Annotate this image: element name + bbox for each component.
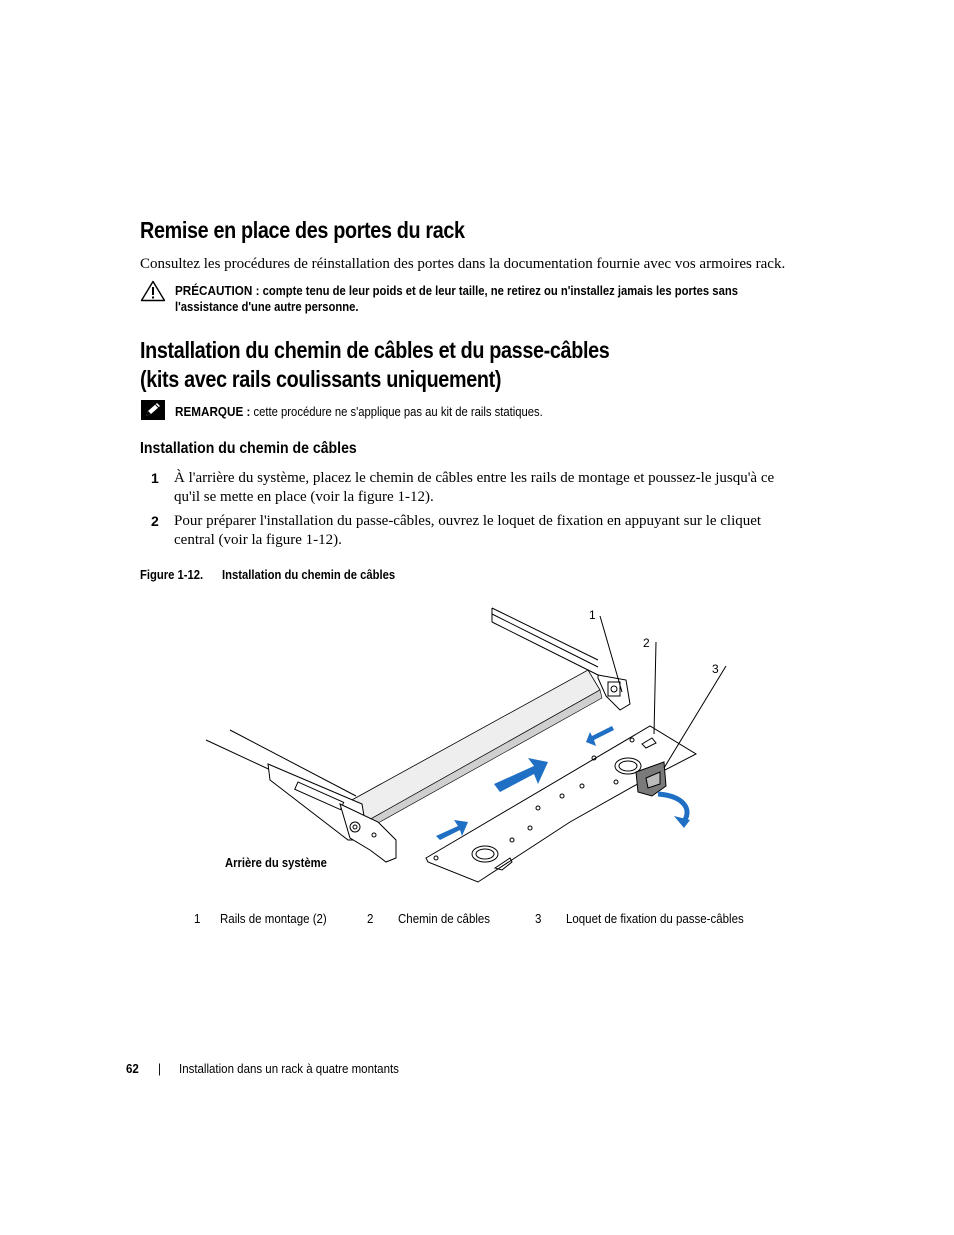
legend-label-2: Chemin de câbles <box>398 912 491 926</box>
note-body: cette procédure ne s'applique pas au kit de rails statiques. <box>253 405 543 419</box>
legend-num-1: 1 <box>194 912 201 926</box>
caution-text <box>175 282 738 300</box>
callout-2: 2 <box>643 636 650 650</box>
note-text <box>175 403 543 421</box>
step-1-line2: qu'il se mette en place (voir la figure 1-12). <box>174 489 434 505</box>
page-number: 62 <box>126 1062 139 1076</box>
callout-3: 3 <box>712 662 719 676</box>
legend-label-1: Rails de montage (2) <box>220 912 327 926</box>
caution-line1: compte tenu de leur poids et de leur taille, ne retirez ou n'installez jamais les portes sans <box>262 284 738 298</box>
section-title-cable-line1: Installation du chemin de câbles et du passe-câbles <box>140 337 610 363</box>
note-pencil-icon <box>141 400 165 420</box>
step-2-line1: Pour préparer l'installation du passe-câbles, ouvrez le loquet de fixation en appuyant sur le cliquet <box>174 513 762 529</box>
system-rear-label: Arrière du système <box>225 856 327 870</box>
figure-caption-number: Figure 1-12. <box>140 568 204 582</box>
caution-label: PRÉCAUTION : <box>175 283 260 298</box>
caution-icon <box>140 280 166 302</box>
step-2-number: 2 <box>151 513 159 529</box>
section-title-doors: Remise en place des portes du rack <box>140 217 465 243</box>
caution-line2: l'assistance d'une autre personne. <box>175 300 359 314</box>
legend-num-3: 3 <box>535 912 542 926</box>
footer-separator: | <box>158 1062 161 1076</box>
note-label: REMARQUE : <box>175 404 251 419</box>
figure-caption-title: Installation du chemin de câbles <box>222 568 396 582</box>
footer-chapter: Installation dans un rack à quatre montants <box>179 1062 399 1076</box>
figure-caption <box>140 568 395 582</box>
legend-num-2: 2 <box>367 912 374 926</box>
legend-label-3: Loquet de fixation du passe-câbles <box>566 912 744 926</box>
section-title-cable-line2: (kits avec rails coulissants uniquement) <box>140 366 502 392</box>
step-2-line2: central (voir la figure 1-12). <box>174 532 342 548</box>
subsection-title: Installation du chemin de câbles <box>140 440 357 457</box>
callout-1: 1 <box>589 608 596 622</box>
doors-paragraph: Consultez les procédures de réinstallation des portes dans la documentation fournie avec vos armoires rack. <box>140 256 786 272</box>
step-1-line1: À l'arrière du système, placez le chemin de câbles entre les rails de montage et poussez-le jusqu'à ce <box>174 470 775 486</box>
step-1-number: 1 <box>151 470 159 486</box>
cable-tray-illustration <box>190 600 750 900</box>
